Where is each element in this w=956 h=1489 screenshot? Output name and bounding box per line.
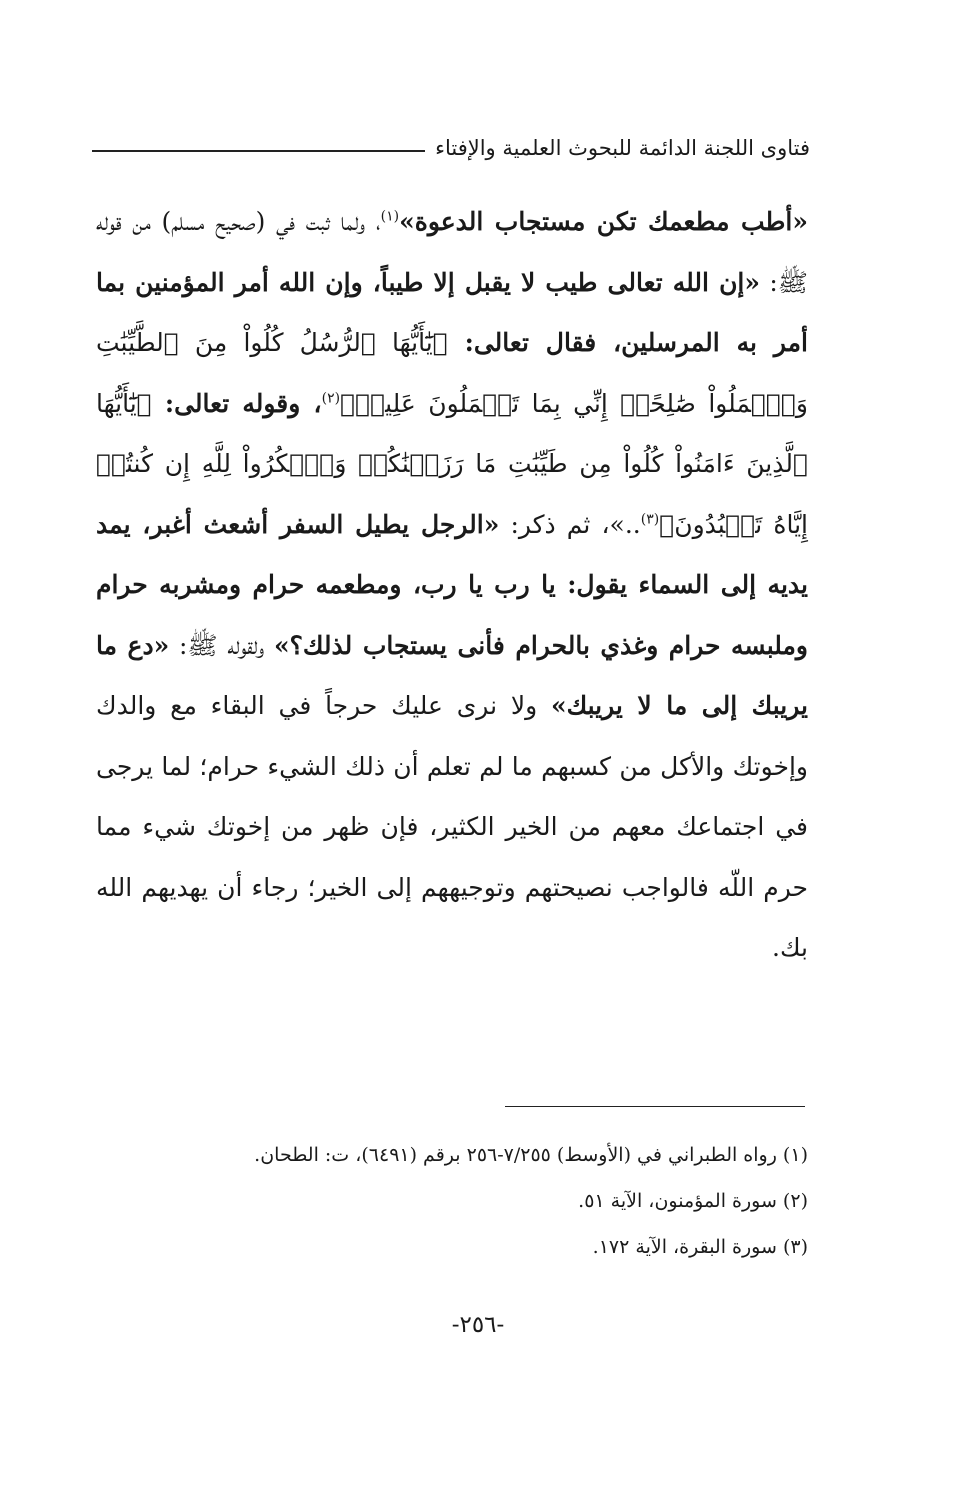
footnotes — [120, 1132, 808, 1270]
body-text-3: ..»، ثم ذكر: — [499, 509, 641, 539]
footnote-3: (٣) سورة البقرة، الآية ١٧٢. — [592, 1236, 808, 1258]
running-header — [92, 128, 810, 168]
footnote-ref-2: (٢) — [321, 390, 341, 407]
footnote-2: (٢) سورة المؤمنون، الآية ٥١. — [578, 1190, 808, 1212]
footnote-ref-3: (٣) — [640, 511, 660, 528]
quran-verse-1: ﴿يَٰٓأَيُّهَا ٱلرُّسُلُ كُلُواْ مِنَ ٱلطَّيِّبَٰتِ وَٱعۡمَلُواْ صَٰلِحًاۖ إِنِّي بِمَا تَعۡمَلُونَ عَلِيمٞ﴾ — [96, 328, 808, 418]
footnote-1: (١) رواه الطبراني في (الأوسط) ٧/٢٥٥-٢٥٦ برقم (٦٤٩١)، ت: الطحان. — [254, 1144, 808, 1166]
footnote-ref-1: (١) — [380, 208, 400, 225]
quran-verse-2: ﴿يَٰٓأَيُّهَا ٱلَّذِينَ ءَامَنُواْ كُلُواْ مِن طَيِّبَٰتِ مَا رَزَقۡنَٰكُمۡ وَٱشۡكُرُواْ لِلَّهِ إِن كُنتُمۡ إِيَّاهُ تَعۡبُدُونَ﴾ — [96, 388, 808, 539]
header-rule — [92, 150, 425, 152]
page-number: -٢٥٦- — [451, 1312, 505, 1338]
hadith-quote-2: «إن الله تعالى طيب لا يقبل إلا طيباً، وإن الله أمر المؤمنين بما أمر به المرسلين، فقال تعالى: — [96, 267, 809, 357]
body-text-2: ، وقوله تعالى: — [151, 388, 322, 418]
body-text-4: ولقوله ﷺ: — [169, 630, 274, 660]
header-title: فتاوى اللجنة الدائمة للبحوث العلمية والإفتاء — [435, 136, 810, 160]
hadith-quote-1: «أطب مطعمك تكن مستجاب الدعوة» — [399, 207, 808, 236]
footnote-separator — [505, 1106, 805, 1107]
body-paragraph — [96, 192, 808, 979]
hadith-quote-3: «الرجل يطيل السفر أشعث أغبر، يمد يديه إلى السماء يقول: يا رب يا رب، ومطعمه حرام ومشربه حرام وملبسه حرام وغذي بالحرام فأنى يستجاب لذلك؟» — [96, 509, 809, 660]
hadith-quote-4: «دع ما يريبك إلى ما لا يريبك» — [96, 630, 808, 720]
body-text-1: ، ولما ثبت في (صحيح مسلم) من قوله ﷺ: — [96, 207, 808, 297]
body-text-5: ولا نرى عليك حرجاً في البقاء مع والدك وإخوتك والأكل من كسبهم ما لم تعلم أن ذلك الشيء حرام؛ لما يرجى في اجتماعك معهم من الخير الكثير، فإن ظهر من إخوتك شيء مما حرم اللّه فالواجب نصيحتهم وتوجيههم إلى الخير؛ رجاء أن يهديهم الله بك. — [96, 691, 808, 962]
fatwa-body — [96, 192, 808, 979]
